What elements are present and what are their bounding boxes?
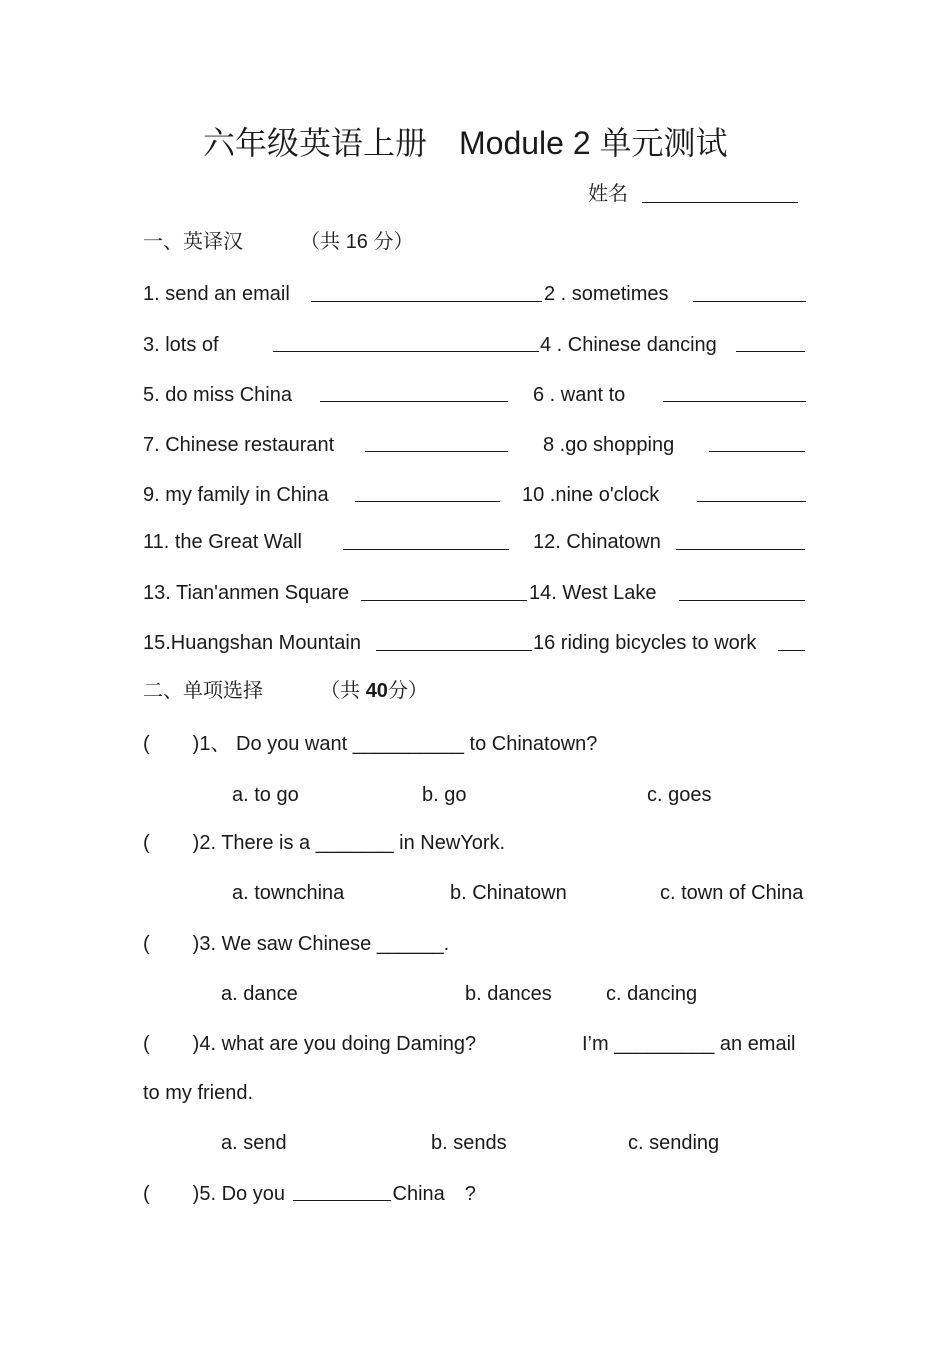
vocab-item-12: 12. Chinatown <box>533 531 661 553</box>
question-3-stem-a: )3. We saw Chinese <box>192 933 377 955</box>
vocab-answer-16[interactable] <box>778 650 805 651</box>
question-5-blank[interactable] <box>293 1182 391 1201</box>
vocab-item-6: 6 . want to <box>533 384 626 406</box>
question-4-stem-a: )4. what are you doing Daming? <box>192 1033 477 1055</box>
page-title: 六年级英语上册 Module 2 单元测试 <box>203 125 728 161</box>
vocab-answer-3[interactable] <box>273 351 539 352</box>
question-4-continuation: to my friend. <box>143 1082 254 1104</box>
question-2-stem-a: )2. There is a <box>192 832 316 854</box>
vocab-item-9: 9. my family in China <box>143 484 329 506</box>
option-2b: b. Chinatown <box>450 882 567 904</box>
vocab-answer-15[interactable] <box>376 650 532 651</box>
vocab-answer-4[interactable] <box>736 351 805 352</box>
vocab-item-16: 16 riding bicycles to work <box>533 632 757 654</box>
vocab-answer-2[interactable] <box>693 301 806 302</box>
question-4-answer-a: I’m <box>582 1033 615 1055</box>
option-4a: a. send <box>221 1132 287 1154</box>
section2-heading <box>143 679 428 703</box>
vocab-item-14: 14. West Lake <box>529 582 657 604</box>
option-3b: b. dances <box>465 983 552 1005</box>
vocab-answer-5[interactable] <box>320 401 508 402</box>
option-2c: c. town of China <box>660 882 804 904</box>
vocab-answer-1[interactable] <box>311 301 542 302</box>
option-3a: a. dance <box>221 983 298 1005</box>
question-3-stem-b: . <box>443 933 450 955</box>
question-3-blank: ______ <box>376 933 444 955</box>
vocab-item-10: 10 .nine o'clock <box>522 484 660 506</box>
section2-title: 二、单项选择 <box>143 680 263 702</box>
question-4-answer <box>582 1032 795 1056</box>
vocab-answer-8[interactable] <box>709 451 805 452</box>
question-2-stem-b: in NewYork. <box>393 832 506 854</box>
question-5-stem-b: China ? <box>392 1183 476 1205</box>
option-4b: b. sends <box>431 1132 507 1154</box>
question-5-stem-a: )5. Do you <box>192 1183 291 1205</box>
name-field[interactable] <box>642 202 798 203</box>
vocab-item-13: 13. Tian'anmen Square <box>143 582 350 604</box>
vocab-answer-11[interactable] <box>343 549 509 550</box>
vocab-item-11: 11. the Great Wall <box>143 531 302 553</box>
question-3 <box>143 932 449 956</box>
vocab-answer-6[interactable] <box>663 401 806 402</box>
answer-paren-open: ( <box>143 832 150 854</box>
option-2a: a. townchina <box>232 882 345 904</box>
question-2 <box>143 831 505 855</box>
section1-score: 16 <box>345 231 368 253</box>
vocab-answer-9[interactable] <box>355 501 500 502</box>
section2-score-prefix: （共 <box>320 680 366 702</box>
vocab-item-15: 15.Huangshan Mountain <box>143 632 361 654</box>
question-5 <box>143 1182 476 1206</box>
option-1c: c. goes <box>647 784 712 806</box>
section2-score: 40 <box>365 680 388 702</box>
vocab-item-8: 8 .go shopping <box>543 434 675 456</box>
question-4 <box>143 1032 476 1056</box>
answer-paren-open: ( <box>143 1033 150 1055</box>
answer-paren-open: ( <box>143 1183 150 1205</box>
vocab-item-1: 1. send an email <box>143 283 290 305</box>
vocab-answer-14[interactable] <box>679 600 805 601</box>
name-label: 姓名 <box>588 183 628 205</box>
question-1-stem-b: to Chinatown? <box>463 733 598 755</box>
vocab-item-2: 2 . sometimes <box>544 283 669 305</box>
question-1-stem-a: )1、 Do you want <box>192 733 353 755</box>
section1-score-prefix: （共 <box>300 231 346 253</box>
vocab-item-3: 3. lots of <box>143 334 219 356</box>
vocab-answer-12[interactable] <box>676 549 805 550</box>
option-3c: c. dancing <box>606 983 698 1005</box>
option-1a: a. to go <box>232 784 299 806</box>
answer-paren-open: ( <box>143 733 150 755</box>
answer-paren-open: ( <box>143 933 150 955</box>
question-4-blank: _________ <box>614 1033 715 1055</box>
question-1 <box>143 732 597 756</box>
vocab-answer-10[interactable] <box>697 501 806 502</box>
section1-score-suffix: 分） <box>367 231 414 253</box>
question-2-blank: _______ <box>315 832 394 854</box>
vocab-item-5: 5. do miss China <box>143 384 292 406</box>
option-1b: b. go <box>422 784 467 806</box>
vocab-answer-7[interactable] <box>365 451 508 452</box>
vocab-item-4: 4 . Chinese dancing <box>540 334 717 356</box>
vocab-answer-13[interactable] <box>361 600 527 601</box>
section2-score-suffix: 分） <box>387 680 428 702</box>
question-4-answer-b: an email <box>714 1033 796 1055</box>
question-1-blank: __________ <box>352 733 464 755</box>
section1-heading <box>143 230 414 254</box>
vocab-item-7: 7. Chinese restaurant <box>143 434 335 456</box>
option-4c: c. sending <box>628 1132 720 1154</box>
section1-title: 一、英译汉 <box>143 231 243 253</box>
